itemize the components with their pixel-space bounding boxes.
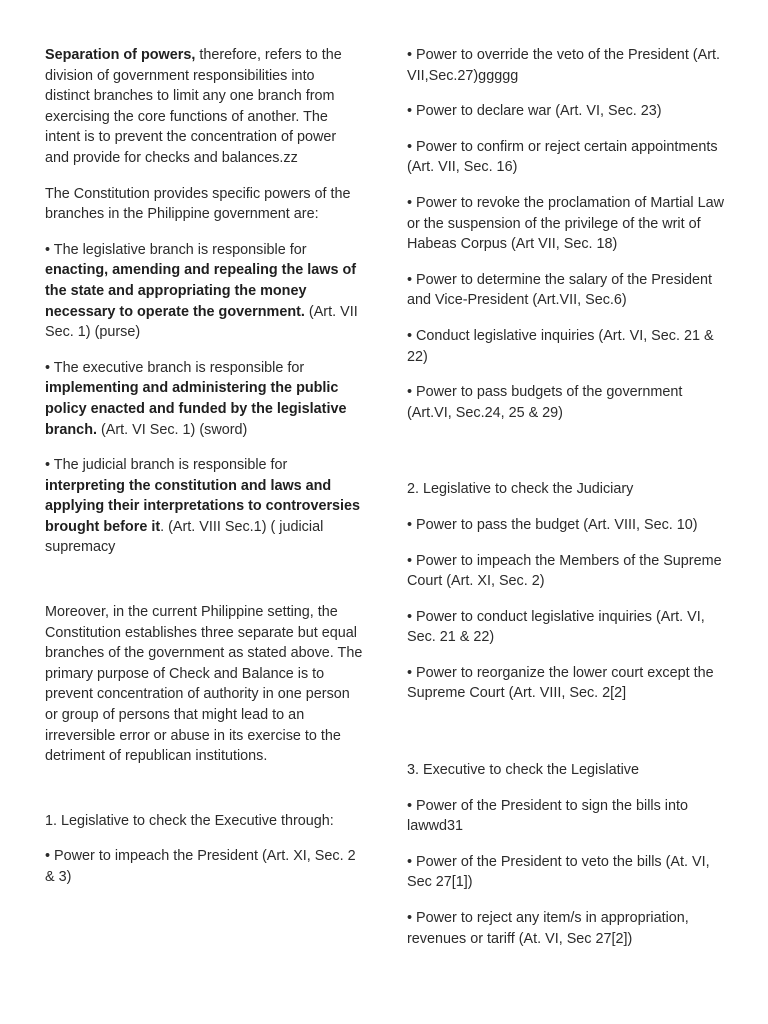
list-item: • Power to confirm or reject certain appointments (Art. VII, Sec. 16)	[407, 138, 718, 176]
list-item: • Power to reject any item/s in appropriation, revenues or tariff (At. VI, Sec 27[2])	[407, 910, 689, 947]
left-column	[45, 45, 363, 903]
section-3-heading: 3. Executive to check the Legislative	[407, 762, 639, 779]
list-item: • Power to impeach the Members of the Supreme Court (Art. XI, Sec. 2)	[407, 552, 722, 590]
list-item: • Power of the President to veto the bills (At. VI, Sec 27[1])	[407, 853, 710, 891]
section-1-item: • Power to impeach the President (Art. XI, Sec. 2 & 3)	[45, 848, 356, 885]
legislative-branch-item: • The legislative branch is responsible for enacting, amending and repealing the laws of the state and appropriating the money necessary to operate the government. (Art. VII Sec. 1) (purse)	[45, 241, 358, 341]
list-item: • Power to determine the salary of the President and Vice-President (Art.VII, Sec.6)	[407, 271, 713, 309]
section-1-heading: 1. Legislative to check the Executive through:	[45, 812, 334, 829]
intro-paragraph: Separation of powers, therefore, refers to the division of government responsibilities into distinct branches to limit any one branch from exercising the core functions of another. The intent is to prevent the concentration of power and provide for checks and balances.zz	[45, 47, 342, 166]
moreover-paragraph: Moreover, in the current Philippine setting, the Constitution establishes three separate but equal branches of the government as stated above. The primary purpose of Check and Balance is to prevent concentration of authority in one person or group of persons that might lead to an irreversible error or abuse in its exercise to the detriment of republican institutions.	[45, 604, 363, 765]
list-item: • Power to override the veto of the President (Art. VII,Sec.27)ggggg	[407, 47, 720, 84]
list-item: • Power to conduct legislative inquiries (Art. VI, Sec. 21 & 22)	[407, 608, 705, 646]
right-column	[407, 45, 727, 964]
list-item: • Power to pass the budget (Art. VIII, Sec. 10)	[407, 516, 698, 533]
list-item: • Conduct legislative inquiries (Art. VI, Sec. 21 & 22)	[407, 327, 714, 365]
list-item: • Power to revoke the proclamation of Martial Law or the suspension of the privilege of the writ of Habeas Corpus (Art VII, Sec. 18)	[407, 194, 724, 253]
judicial-branch-item: • The judicial branch is responsible for interpreting the constitution and laws and applying their interpretations to controversies brought before it. (Art. VIII Sec.1) ( judicial supremacy	[45, 457, 361, 556]
list-item: • Power of the President to sign the bills into lawwd31	[407, 797, 689, 835]
list-item: • Power to reorganize the lower court except the Supreme Court (Art. VIII, Sec. 2[2]	[407, 664, 714, 702]
constitution-paragraph: The Constitution provides specific powers of the branches in the Philippine government are:	[45, 185, 351, 223]
list-item: • Power to pass budgets of the government (Art.VI, Sec.24, 25 & 29)	[407, 384, 683, 421]
list-item: • Power to declare war (Art. VI, Sec. 23)	[407, 103, 662, 120]
executive-branch-item: • The executive branch is responsible for implementing and administering the public policy enacted and funded by the legislative branch. (Art. VI Sec. 1) (sword)	[45, 359, 347, 438]
intro-term: Separation of powers,	[45, 47, 196, 63]
section-2-heading: 2. Legislative to check the Judiciary	[407, 481, 634, 498]
